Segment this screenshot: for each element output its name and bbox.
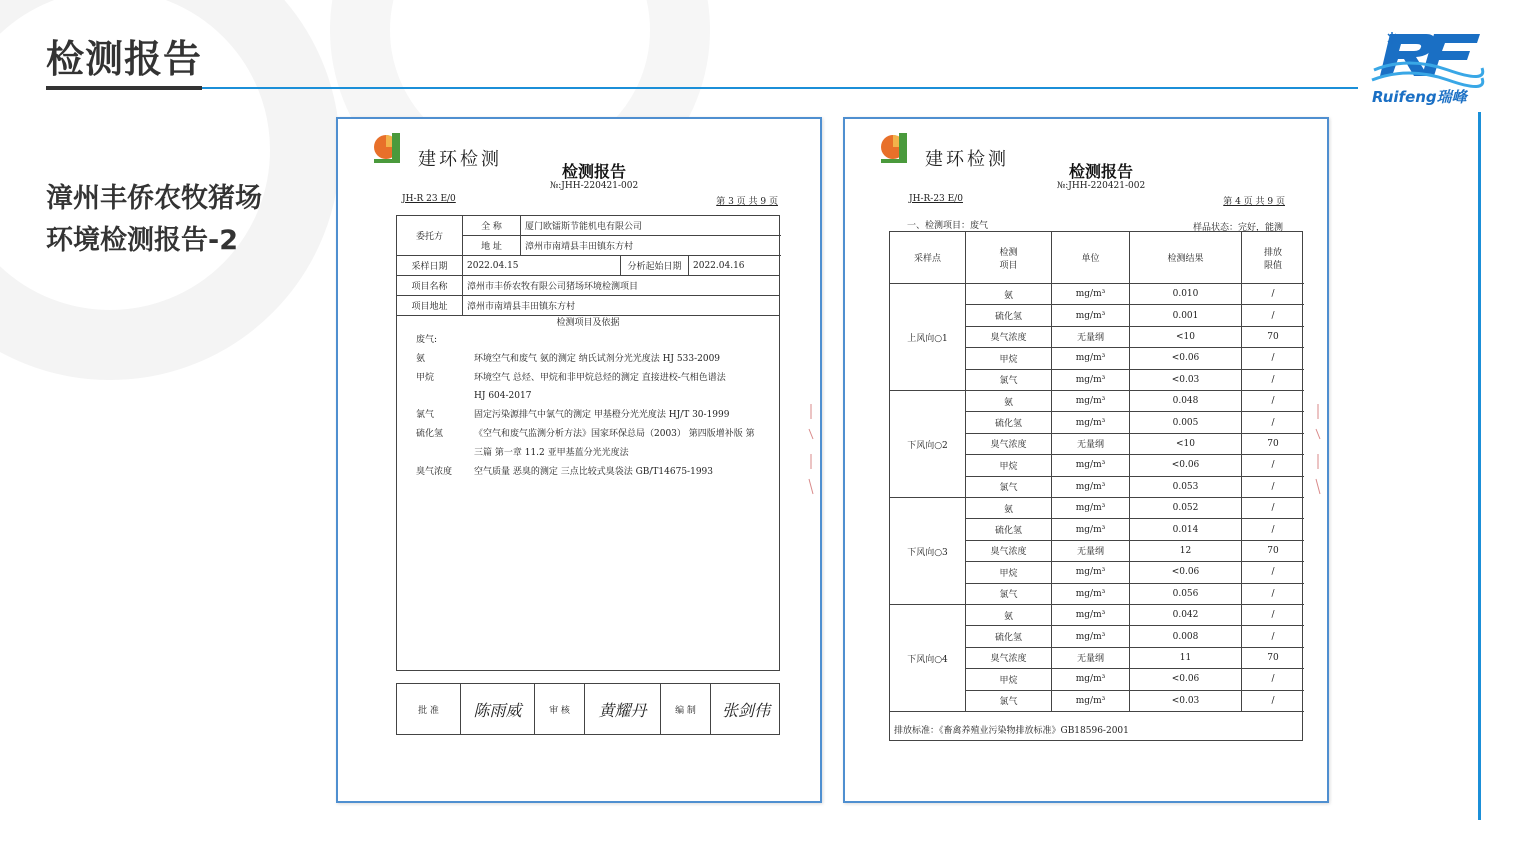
table-row — [463, 216, 781, 236]
project-name-value: 漳州市丰侨农牧有限公司猪场环境检测项目 — [467, 282, 639, 292]
form-code: JH-R-23 E/0 — [909, 194, 963, 204]
table-cell: / — [1242, 348, 1304, 369]
page-indicator: 第 3 页 共 9 页 — [716, 197, 778, 207]
table-cell: 硫化氢 — [966, 305, 1052, 326]
table-cell: 无量纲 — [1052, 434, 1130, 455]
column-header: 检测结果 — [1130, 232, 1242, 284]
report-number: №:JHH-220421-002 — [549, 181, 639, 191]
table-cell: mg/m³ — [1052, 562, 1130, 583]
basis-item: 臭气浓度 — [416, 466, 453, 477]
table-cell: 0.053 — [1130, 477, 1242, 498]
report-page-left[interactable] — [336, 117, 822, 803]
table-row — [397, 276, 779, 296]
report-page-right[interactable] — [843, 117, 1329, 803]
table-cell: <10 — [1130, 327, 1242, 348]
table-cell: 70 — [1242, 434, 1304, 455]
table-cell: 甲烷 — [966, 455, 1052, 476]
table-cell: mg/m³ — [1052, 370, 1130, 391]
table-cell: / — [1242, 562, 1304, 583]
table-cell: mg/m³ — [1052, 284, 1130, 305]
analysis-date-value: 2022.04.16 — [693, 260, 745, 271]
table-cell: 0.010 — [1130, 284, 1242, 305]
table-cell: mg/m³ — [1052, 519, 1130, 540]
right-accent-line — [1478, 112, 1481, 820]
project-name-label: 项目名称 — [397, 276, 463, 295]
basis-method: 环境空气 总烃、甲烷和非甲烷总烃的测定 直接进校-气相色谱法 — [474, 372, 726, 383]
form-code: JH-R 23 E/0 — [402, 194, 456, 204]
page-indicator: 第 4 页 共 9 页 — [1223, 197, 1285, 207]
table-cell: 0.052 — [1130, 498, 1242, 519]
seam-stamp-mark — [806, 399, 816, 499]
table-cell: 硫化氢 — [966, 626, 1052, 647]
table-cell: mg/m³ — [1052, 669, 1130, 690]
table-cell: / — [1242, 584, 1304, 605]
section-title: 一、检测项目：废气 — [907, 221, 989, 231]
table-cell: / — [1242, 284, 1304, 305]
subtitle-line-1: 漳州丰侨农牧猪场 — [46, 183, 262, 214]
table-cell: / — [1242, 626, 1304, 647]
sampling-point: 下风向○3 — [890, 498, 966, 605]
page-title: 检测报告 — [46, 37, 203, 81]
table-cell: 无量纲 — [1052, 327, 1130, 348]
basis-method: 环境空气和废气 氨的测定 纳氏试剂分光光度法 HJ 533-2009 — [474, 353, 721, 364]
table-cell: mg/m³ — [1052, 348, 1130, 369]
table-cell: 0.014 — [1130, 519, 1242, 540]
table-cell: 11 — [1130, 648, 1242, 669]
table-cell: 甲烷 — [966, 562, 1052, 583]
table-cell: 0.048 — [1130, 391, 1242, 412]
seam-stamp-mark — [1313, 399, 1323, 499]
compile-signature: 张剑伟 — [721, 700, 770, 720]
table-cell: 0.042 — [1130, 605, 1242, 626]
table-cell: 12 — [1130, 541, 1242, 562]
table-cell: 臭气浓度 — [966, 541, 1052, 562]
table-cell: mg/m³ — [1052, 477, 1130, 498]
table-cell: / — [1242, 412, 1304, 433]
table-cell: mg/m³ — [1052, 412, 1130, 433]
approve-label: 批 准 — [397, 684, 461, 734]
table-cell: / — [1242, 391, 1304, 412]
table-cell: 甲烷 — [966, 669, 1052, 690]
basis-item: 氯气 — [416, 410, 435, 421]
table-cell: mg/m³ — [1052, 391, 1130, 412]
project-address-label: 项目地址 — [397, 296, 463, 315]
table-cell: / — [1242, 605, 1304, 626]
signature-table — [396, 683, 780, 735]
table-cell: / — [1242, 519, 1304, 540]
name-value: 厦门欧镭斯节能机电有限公司 — [525, 222, 643, 232]
address-label: 地 址 — [463, 236, 521, 255]
column-header: 检测 项目 — [966, 232, 1052, 284]
table-cell: 氯气 — [966, 691, 1052, 712]
table-cell: / — [1242, 305, 1304, 326]
doc-title: 检测报告 — [561, 162, 626, 181]
basis-method: 空气质量 恶臭的测定 三点比较式臭袋法 GB/T14675-1993 — [474, 466, 713, 477]
approve-signature: 陈雨威 — [461, 684, 535, 734]
table-cell: 0.056 — [1130, 584, 1242, 605]
table-cell: <0.06 — [1130, 562, 1242, 583]
table-cell: 氨 — [966, 605, 1052, 626]
basis-item: 甲烷 — [416, 372, 435, 383]
column-header: 采样点 — [890, 232, 966, 284]
table-cell: 70 — [1242, 541, 1304, 562]
table-cell: mg/m³ — [1052, 605, 1130, 626]
table-cell: 70 — [1242, 648, 1304, 669]
table-cell: mg/m³ — [1052, 498, 1130, 519]
table-cell: 氯气 — [966, 584, 1052, 605]
table-cell: mg/m³ — [1052, 455, 1130, 476]
table-cell: 无量纲 — [1052, 541, 1130, 562]
sampling-point: 下风向○4 — [890, 605, 966, 712]
table-cell: / — [1242, 477, 1304, 498]
table-cell: 氯气 — [966, 477, 1052, 498]
table-cell: / — [1242, 370, 1304, 391]
table-cell: / — [1242, 669, 1304, 690]
table-cell: mg/m³ — [1052, 305, 1130, 326]
table-cell: / — [1242, 455, 1304, 476]
analysis-date-label: 分析起始日期 — [621, 256, 689, 275]
address-value: 漳州市南靖县丰田镇东方村 — [525, 242, 634, 252]
lab-name: 建环检测 — [925, 149, 1009, 170]
sample-date-value: 2022.04.15 — [463, 256, 621, 275]
basis-item: 氨 — [416, 353, 426, 364]
table-cell: 氨 — [966, 498, 1052, 519]
review-signature: 黄耀丹 — [585, 684, 661, 734]
table-cell: 甲烷 — [966, 348, 1052, 369]
results-table — [889, 231, 1303, 741]
basis-method: 固定污染源排气中氯气的测定 甲基橙分光光度法 HJ/T 30-1999 — [474, 410, 730, 421]
table-cell: 臭气浓度 — [966, 434, 1052, 455]
table-cell: <0.06 — [1130, 348, 1242, 369]
table-cell: 70 — [1242, 327, 1304, 348]
basis-header: 检测项目及依据 — [556, 318, 620, 328]
table-row — [397, 296, 779, 316]
basis-method: HJ 604-2017 — [474, 391, 532, 402]
lab-name: 建环检测 — [418, 149, 502, 170]
table-cell: 氨 — [966, 284, 1052, 305]
table-cell: 臭气浓度 — [966, 327, 1052, 348]
table-cell: 无量纲 — [1052, 648, 1130, 669]
table-row — [397, 256, 779, 276]
name-label: 全 称 — [463, 216, 521, 235]
compile-label: 编 制 — [661, 684, 711, 734]
table-cell: 硫化氢 — [966, 519, 1052, 540]
sampling-point: 上风向○1 — [890, 284, 966, 391]
doc-title: 检测报告 — [1068, 162, 1133, 181]
table-cell: 氯气 — [966, 370, 1052, 391]
table-cell: 0.008 — [1130, 626, 1242, 647]
project-address-value: 漳州市南靖县丰田镇东方村 — [467, 302, 576, 312]
table-row — [463, 236, 781, 256]
column-header: 排放 限值 — [1242, 232, 1304, 284]
table-cell: mg/m³ — [1052, 626, 1130, 647]
header-divider — [202, 87, 1358, 89]
review-label: 审 核 — [535, 684, 585, 734]
client-label: 委托方 — [397, 216, 463, 255]
table-cell: / — [1242, 498, 1304, 519]
report-number: №:JHH-220421-002 — [1056, 181, 1146, 191]
column-header: 单位 — [1052, 232, 1130, 284]
emission-standard: 排放标准：《畜禽养殖业污染物排放标准》GB18596-2001 — [894, 725, 1129, 736]
table-cell: <0.06 — [1130, 669, 1242, 690]
logo-text: Ruifeng瑞峰 — [1372, 88, 1467, 106]
table-cell: 氨 — [966, 391, 1052, 412]
table-cell: 硫化氢 — [966, 412, 1052, 433]
table-cell: <0.03 — [1130, 691, 1242, 712]
subtitle-line-2: 环境检测报告-2 — [46, 225, 238, 256]
table-cell: 臭气浓度 — [966, 648, 1052, 669]
sample-date-label: 采样日期 — [397, 256, 463, 275]
basis-method: 三篇 第一章 11.2 亚甲基蓝分光光度法 — [474, 447, 629, 458]
basis-item: 废气: — [416, 335, 438, 345]
table-cell: 0.005 — [1130, 412, 1242, 433]
sample-state: 样品状态：完好，能测 — [1192, 223, 1283, 233]
title-underline — [46, 86, 202, 90]
table-cell: / — [1242, 691, 1304, 712]
basis-item: 硫化氢 — [416, 429, 444, 439]
table-cell: mg/m³ — [1052, 584, 1130, 605]
table-cell: mg/m³ — [1052, 691, 1130, 712]
table-cell: 0.001 — [1130, 305, 1242, 326]
basis-method: 《空气和废气监测分析方法》国家环保总局（2003） 第四版增补版 第 — [474, 429, 755, 439]
table-cell: <10 — [1130, 434, 1242, 455]
sampling-point: 下风向○2 — [890, 391, 966, 498]
table-cell: <0.06 — [1130, 455, 1242, 476]
table-cell: <0.03 — [1130, 370, 1242, 391]
